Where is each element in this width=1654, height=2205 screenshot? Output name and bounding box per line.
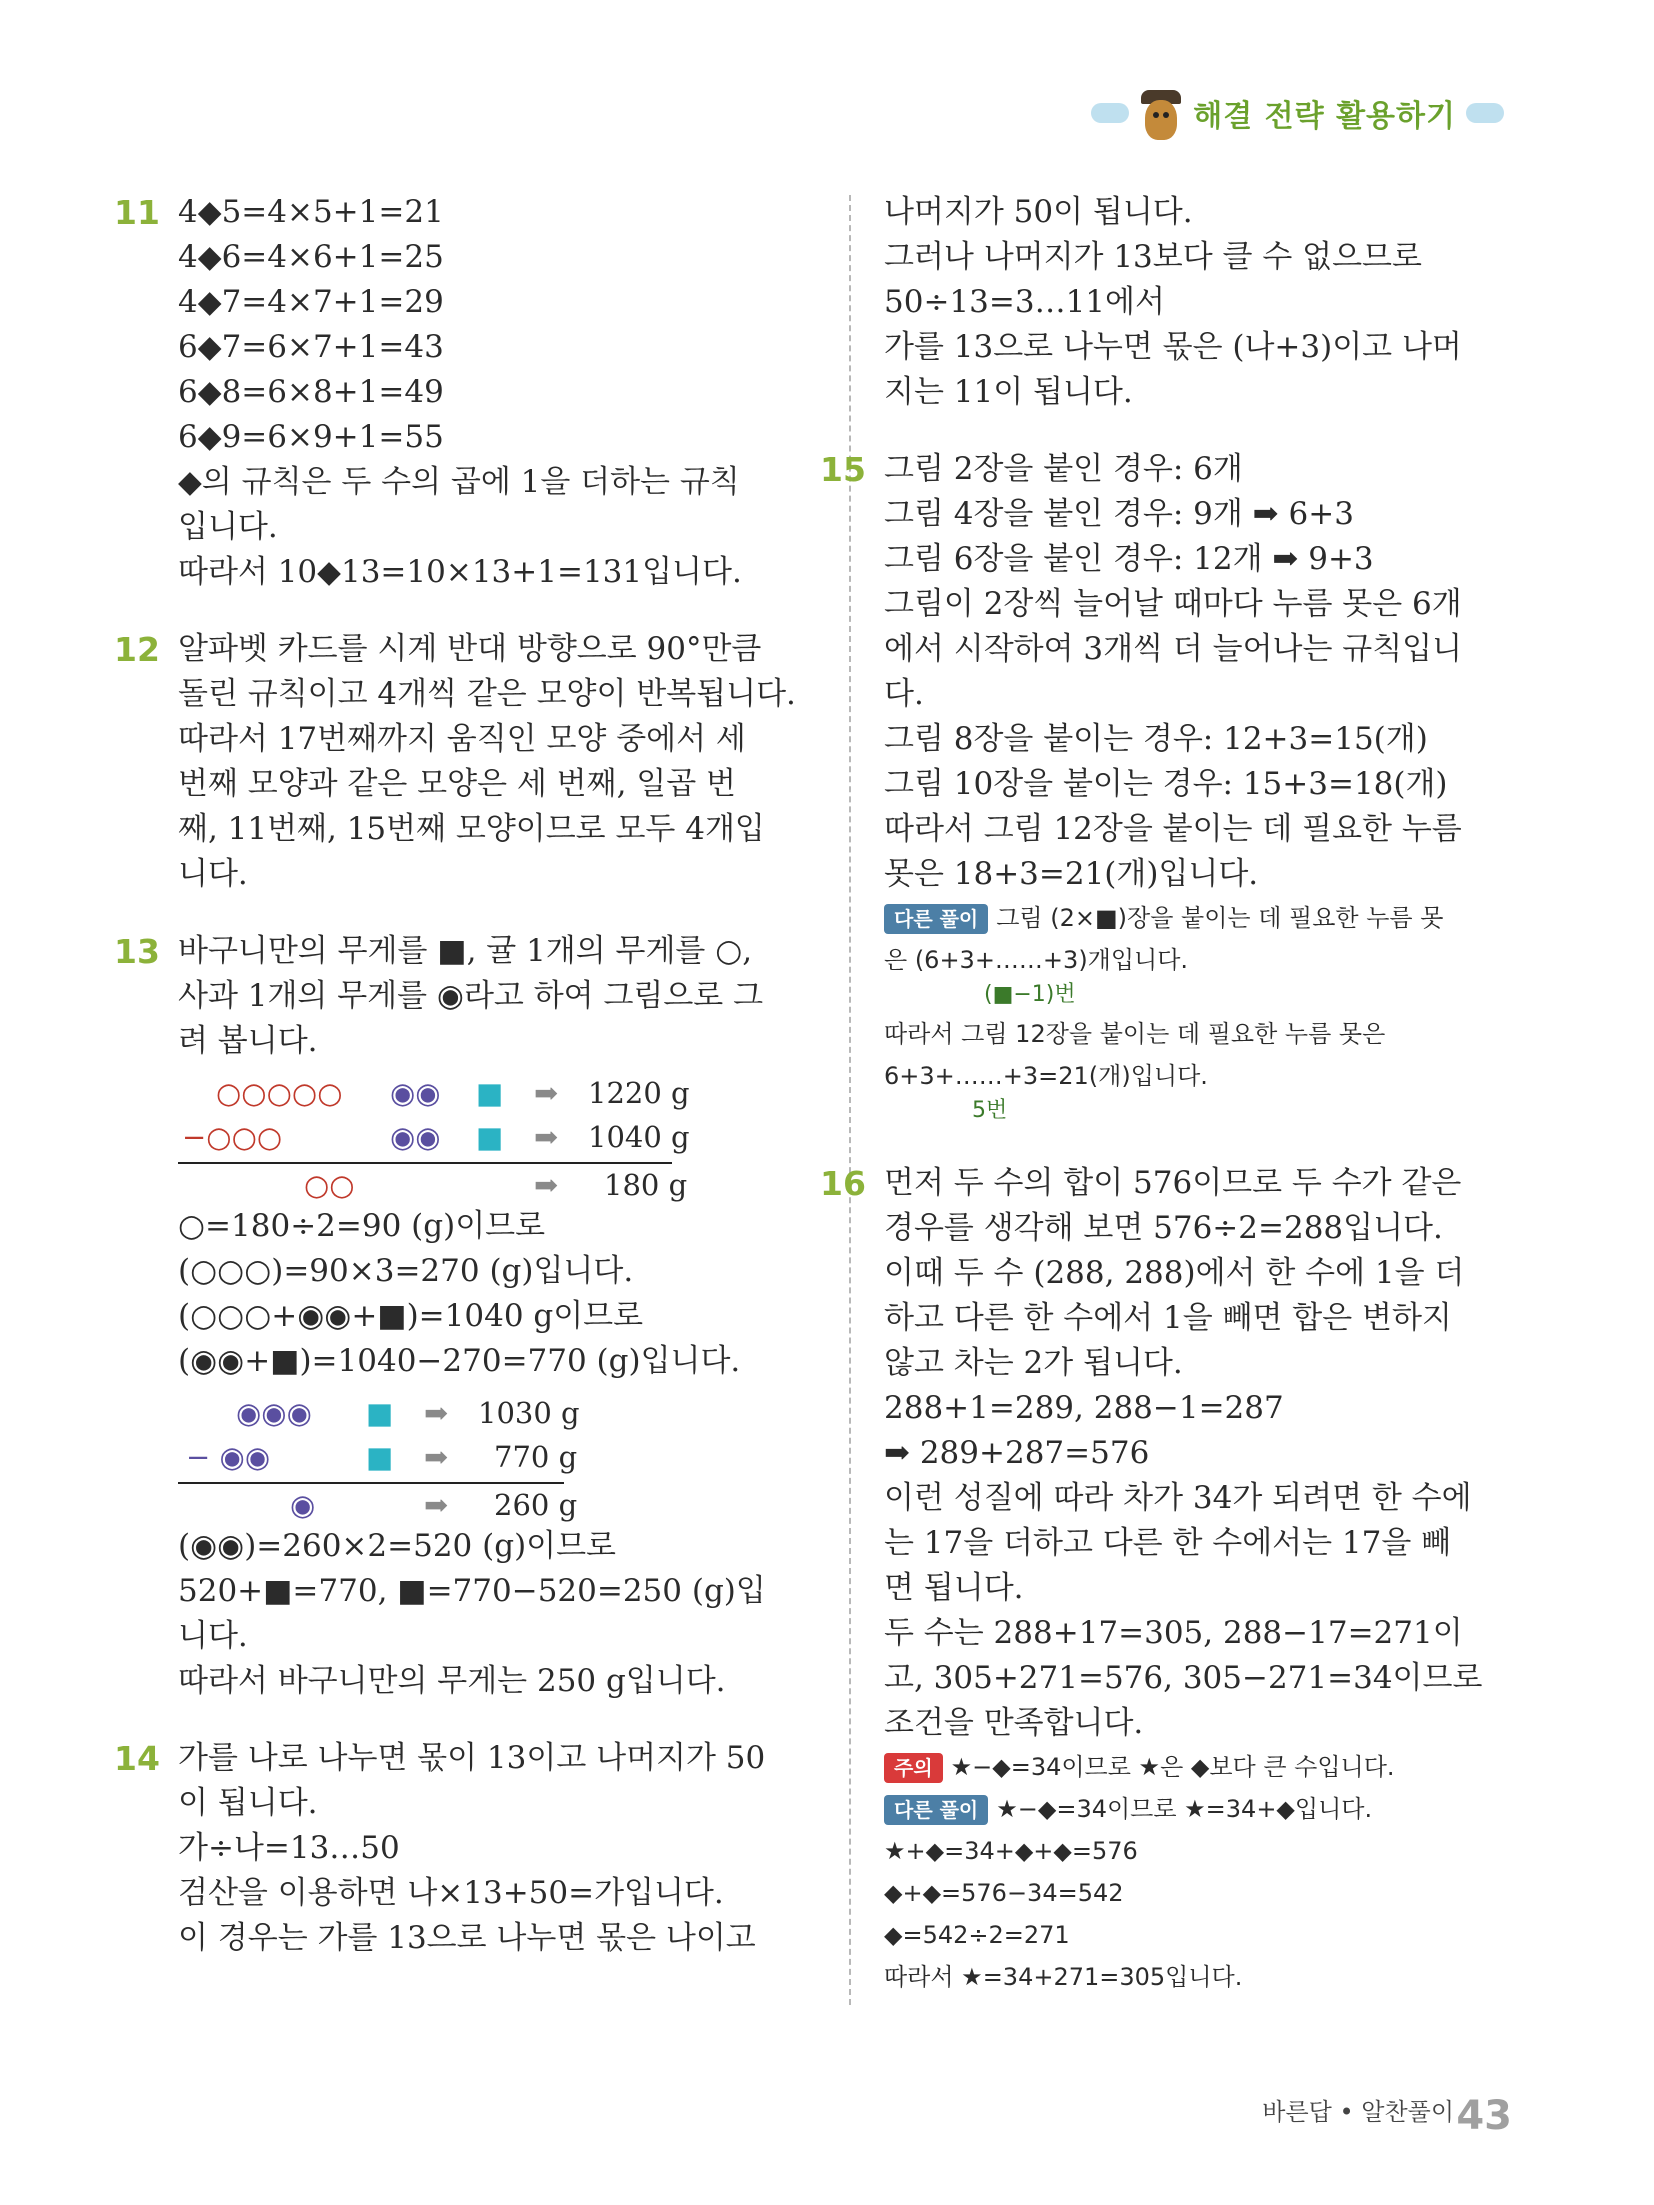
basket-square: ■ — [366, 1440, 394, 1474]
cloud-icon — [1091, 103, 1129, 123]
problem-number: 12 — [114, 630, 160, 669]
solution-line: 따라서 바구니만의 무게는 250 g입니다. — [178, 1663, 726, 1699]
solution-line: 에서 시작하여 3개씩 더 늘어나는 규칙입니 — [884, 631, 1463, 667]
problem-12 — [114, 627, 820, 897]
problem-number: 13 — [114, 932, 160, 971]
subtraction-line — [178, 1482, 564, 1484]
solution-line: 못은 18+3=21(개)입니다. — [884, 856, 1259, 892]
solution-line: 그림 6장을 붙인 경우: 12개 ➡ 9+3 — [884, 541, 1374, 577]
weight-figure-2 — [178, 1384, 820, 1524]
weight-value: 260 g — [494, 1488, 578, 1522]
alt-line: 따라서 그림 12장을 붙이는 데 필요한 누름 못은 — [884, 1020, 1386, 1048]
solution-line: 가÷나=13…50 — [178, 1830, 400, 1866]
problem-15 — [820, 447, 1526, 1129]
solution-line: 4◆6=4×6+1=25 — [178, 239, 444, 275]
basket-square: ■ — [476, 1120, 504, 1154]
weight-value: 180 g — [604, 1168, 688, 1202]
solution-line: 째, 11번째, 15번째 모양이므로 모두 4개입 — [178, 811, 765, 847]
left-column — [114, 190, 820, 1961]
caution-note — [884, 1746, 1526, 1788]
solution-line: 경우를 생각해 보면 576÷2=288입니다. — [884, 1210, 1443, 1246]
solution-line: 가를 13으로 나누면 몫은 (나+3)이고 나머 — [884, 329, 1462, 365]
basket-square: ■ — [366, 1396, 394, 1430]
circles-group: −○○○ — [182, 1120, 283, 1154]
brace-label: 5번 — [972, 1098, 1008, 1123]
solution-line: 않고 차는 2가 됩니다. — [884, 1345, 1183, 1381]
problem-number: 16 — [820, 1164, 866, 1203]
page-number: 43 — [1456, 2093, 1512, 2139]
weight-value: 1040 g — [588, 1120, 690, 1154]
solution-line: 가를 나로 나누면 몫이 13이고 나머지가 50 — [178, 1740, 766, 1776]
apples-group: ◉ — [290, 1488, 316, 1522]
subtraction-line — [178, 1162, 672, 1164]
solution-line: 6◆8=6×8+1=49 — [178, 374, 444, 410]
problem-16 — [820, 1161, 1526, 1998]
weight-value: 770 g — [494, 1440, 578, 1474]
alt-line: ★+◆=34+◆+◆=576 — [884, 1837, 1138, 1865]
solution-line: ➡ 289+287=576 — [884, 1435, 1150, 1471]
arrow-right-icon: ➡ — [534, 1168, 559, 1202]
weight-value: 1220 g — [588, 1076, 690, 1110]
solution-line: 입니다. — [178, 509, 278, 545]
alt-line: 따라서 ★=34+271=305입니다. — [884, 1963, 1243, 1991]
solution-line: ○=180÷2=90 (g)이므로 — [178, 1208, 546, 1244]
solution-line: 4◆7=4×7+1=29 — [178, 284, 444, 320]
alt-line: 6+3+……+3=21(개)입니다. — [884, 1062, 1208, 1090]
solution-line: 따라서 17번째까지 움직인 모양 중에서 세 — [178, 721, 746, 757]
weight-value: 1030 g — [478, 1396, 580, 1430]
solution-line: 바구니만의 무게를 ■, 귤 1개의 무게를 ○, — [178, 933, 753, 969]
solution-line: 번째 모양과 같은 모양은 세 번째, 일곱 번 — [178, 766, 736, 802]
alt-solution-tag: 다른 풀이 — [884, 1795, 988, 1825]
alt-line: ◆+◆=576−34=542 — [884, 1879, 1124, 1907]
apples-group: ◉◉ — [390, 1076, 441, 1110]
solution-line: 나머지가 50이 됩니다. — [884, 194, 1193, 230]
problem-number: 11 — [114, 193, 160, 232]
caution-text: ★−◆=34이므로 ★은 ◆보다 큰 수입니다. — [950, 1753, 1395, 1781]
solution-line: 이런 성질에 따라 차가 34가 되려면 한 수에 — [884, 1480, 1472, 1516]
solution-line: 검산을 이용하면 나×13+50=가입니다. — [178, 1875, 724, 1911]
solution-line: 니다. — [178, 1618, 248, 1654]
solution-line: 먼저 두 수의 합이 576이므로 두 수가 같은 — [884, 1165, 1462, 1201]
alt-line: ★−◆=34이므로 ★=34+◆입니다. — [996, 1795, 1373, 1823]
solution-line: 이 경우는 가를 13으로 나누면 몫은 나이고 — [178, 1920, 756, 1956]
solution-line: 따라서 10◆13=10×13+1=131입니다. — [178, 554, 742, 590]
solution-line: (◉◉+■)=1040−270=770 (g)입니다. — [178, 1343, 741, 1379]
apples-group: ◉◉ — [390, 1120, 441, 1154]
solution-line: 6◆7=6×7+1=43 — [178, 329, 444, 365]
arrow-right-icon: ➡ — [534, 1120, 559, 1154]
problem-number: 14 — [114, 1739, 160, 1778]
caution-tag: 주의 — [884, 1753, 943, 1783]
alt-solution-tag: 다른 풀이 — [884, 904, 988, 934]
alt-line: ◆=542÷2=271 — [884, 1921, 1070, 1949]
solution-line: 려 봅니다. — [178, 1023, 318, 1059]
solution-line: 따라서 그림 12장을 붙이는 데 필요한 누름 — [884, 811, 1462, 847]
problem-11 — [114, 190, 820, 595]
solution-line: 그림이 2장씩 늘어날 때마다 누름 못은 6개 — [884, 586, 1462, 622]
solution-line: 고, 305+271=576, 305−271=34이므로 — [884, 1660, 1483, 1696]
apples-group: ◉◉◉ — [236, 1396, 312, 1430]
footer-book-label: 바른답 • 알찬풀이 — [1262, 2098, 1454, 2126]
alt-line: 그림 (2×■)장을 붙이는 데 필요한 누름 못 — [996, 904, 1444, 932]
cloud-icon — [1466, 103, 1504, 123]
solution-line: 다. — [884, 676, 924, 712]
solution-line: 지는 11이 됩니다. — [884, 374, 1133, 410]
basket-square: ■ — [476, 1076, 504, 1110]
right-column — [820, 190, 1526, 1998]
problem-13 — [114, 929, 820, 1704]
alt-solution — [884, 897, 1526, 939]
circles-group: ○○○○○ — [216, 1076, 343, 1110]
circles-group: ○○ — [304, 1168, 355, 1202]
problem-number: 15 — [820, 450, 866, 489]
solution-line: 그림 2장을 붙인 경우: 6개 — [884, 451, 1243, 487]
section-title: 해결 전략 활용하기 — [1193, 99, 1456, 134]
solution-line: 이 됩니다. — [178, 1785, 318, 1821]
solution-line: 사과 1개의 무게를 ◉라고 하여 그림으로 그 — [178, 978, 764, 1014]
solution-line: 는 17을 더하고 다른 한 수에서는 17을 빼 — [884, 1525, 1452, 1561]
solution-line: 6◆9=6×9+1=55 — [178, 419, 444, 455]
solution-line: 돌린 규칙이고 4개씩 같은 모양이 반복됩니다. — [178, 676, 796, 712]
solution-line: ◆의 규칙은 두 수의 곱에 1을 더하는 규칙 — [178, 464, 740, 500]
alt-solution — [884, 1788, 1526, 1830]
section-header — [1091, 78, 1504, 148]
solution-line: 그림 10장을 붙이는 경우: 15+3=18(개) — [884, 766, 1448, 802]
arrow-right-icon: ➡ — [534, 1076, 559, 1110]
solution-line: 520+■=770, ■=770−520=250 (g)입 — [178, 1573, 766, 1609]
solution-line: (○○○+◉◉+■)=1040 g이므로 — [178, 1298, 644, 1334]
weight-figure-1 — [178, 1064, 820, 1204]
solution-line: 니다. — [178, 856, 248, 892]
solution-line: 하고 다른 한 수에서 1을 빼면 합은 변하지 — [884, 1300, 1452, 1336]
arrow-right-icon: ➡ — [424, 1396, 449, 1430]
solution-line: 그러나 나머지가 13보다 클 수 없으므로 — [884, 239, 1422, 275]
solution-line: 알파벳 카드를 시계 반대 방향으로 90°만큼 — [178, 631, 762, 667]
brace-label: (■−1)번 — [984, 982, 1076, 1007]
solution-line: 50÷13=3…11에서 — [884, 284, 1165, 320]
solution-line: 면 됩니다. — [884, 1570, 1024, 1606]
arrow-right-icon: ➡ — [424, 1440, 449, 1474]
solution-line: 그림 4장을 붙인 경우: 9개 ➡ 6+3 — [884, 496, 1354, 532]
solution-line: 4◆5=4×5+1=21 — [178, 194, 444, 230]
arrow-right-icon: ➡ — [424, 1488, 449, 1522]
mascot-icon — [1139, 86, 1183, 140]
solution-line: 그림 8장을 붙이는 경우: 12+3=15(개) — [884, 721, 1428, 757]
solution-line: 두 수는 288+17=305, 288−17=271이 — [884, 1615, 1463, 1651]
solution-line: (○○○)=90×3=270 (g)입니다. — [178, 1253, 634, 1289]
problem-14 — [114, 1736, 820, 1961]
solution-line: 조건을 만족합니다. — [884, 1705, 1144, 1741]
solution-line: 288+1=289, 288−1=287 — [884, 1390, 1284, 1426]
apples-group: − ◉◉ — [186, 1440, 271, 1474]
alt-line: 은 (6+3+……+3)개입니다. — [884, 946, 1189, 974]
solution-line: 이때 두 수 (288, 288)에서 한 수에 1을 더 — [884, 1255, 1465, 1291]
problem-14-continued — [884, 190, 1526, 415]
solution-line: (◉◉)=260×2=520 (g)이므로 — [178, 1528, 616, 1564]
